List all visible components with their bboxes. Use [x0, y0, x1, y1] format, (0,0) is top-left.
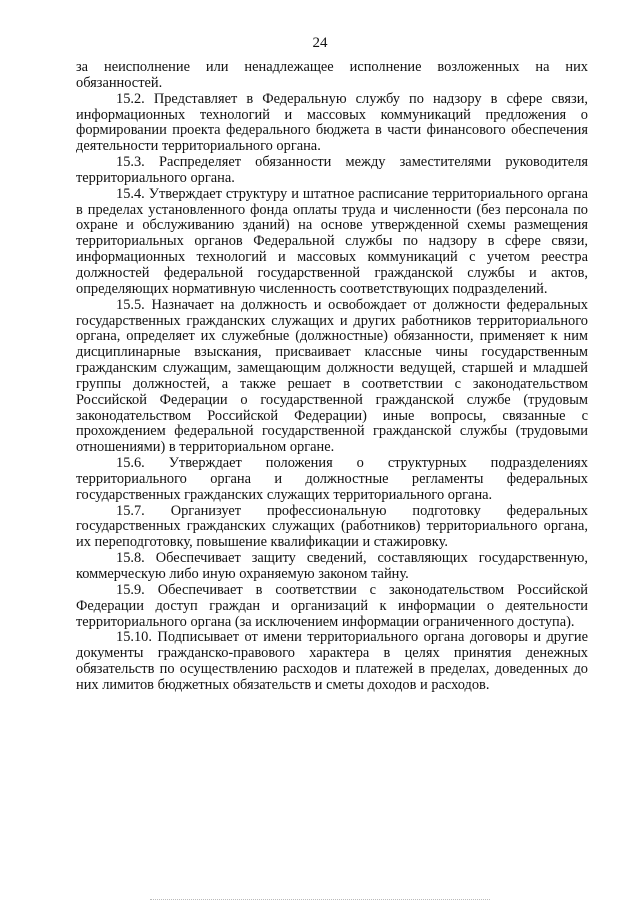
- page-number: 24: [312, 35, 328, 51]
- paragraph-15-5: 15.5. Назначает на должность и освобождает от должности федеральных государственных гражданских служащих и других работников территориального органа, определяет их служебные (должностные) обязанности, применяет к ним дисциплинарные взыскания, присваивает классные чины государственным гражданским служащим, замещающим должности ведущей, старшей и младшей группы должностей, а также решает в соответствии с законодательством Российской Федерации о государственной гражданской службе (трудовым законодательством Российской Федерации) иные вопросы, связанные с прохождением федеральной государственной гражданской службы (трудовыми отношениями) в территориальном органе.: [76, 296, 588, 456]
- paragraph-15-2: 15.2. Представляет в Федеральную службу по надзору в сфере связи, информационных технологий и массовых коммуникаций предложения о формировании проекта федерального бюджета в части финансового обеспечения деятельности территориального органа.: [76, 90, 588, 155]
- paragraph-15-9: 15.9. Обеспечивает в соответствии с законодательством Российской Федерации доступ граждан и организаций к информации о деятельности территориального органа (за исключением информации ограниченного доступа).: [76, 581, 588, 630]
- paragraph-15-4: 15.4. Утверждает структуру и штатное расписание территориального органа в пределах установленного фонда оплаты труда и численности (без персонала по охране и обслуживанию зданий) на основе утвержденной схемы размещения территориальных органов Федеральной службы по надзору в сфере связи, информационных технологий и массовых коммуникаций с учетом реестра должностей федеральной государственной гражданской службы и актов, определяющих нормативную численность соответствующих подразделений.: [76, 185, 588, 297]
- paragraph-15-7: 15.7. Организует профессиональную подготовку федеральных государственных гражданских служащих (работников) территориального органа, их переподготовку, повышение квалификации и стажировку.: [76, 502, 588, 551]
- paragraph-15-8: 15.8. Обеспечивает защиту сведений, составляющих государственную, коммерческую либо иную охраняемую законом тайну.: [76, 550, 588, 582]
- scan-edge-divider: [150, 899, 490, 901]
- paragraph-15-6: 15.6. Утверждает положения о структурных подразделениях территориального органа и должностные регламенты федеральных государственных гражданских служащих территориального органа.: [76, 455, 588, 503]
- paragraph-15-10: 15.10. Подписывает от имени территориального органа договоры и другие документы гражданско-правового характера в целях принятия денежных обязательств по осуществлению расходов и платежей в пределах, доведенных до них лимитов бюджетных обязательств и сметы доходов и расходов.: [76, 629, 588, 693]
- paragraph-continuation: за неисполнение или ненадлежащее исполнение возложенных на них обязанностей.: [76, 59, 588, 91]
- document-body: [76, 60, 588, 694]
- paragraph-15-3: 15.3. Распределяет обязанности между заместителями руководителя территориального органа.: [76, 154, 588, 186]
